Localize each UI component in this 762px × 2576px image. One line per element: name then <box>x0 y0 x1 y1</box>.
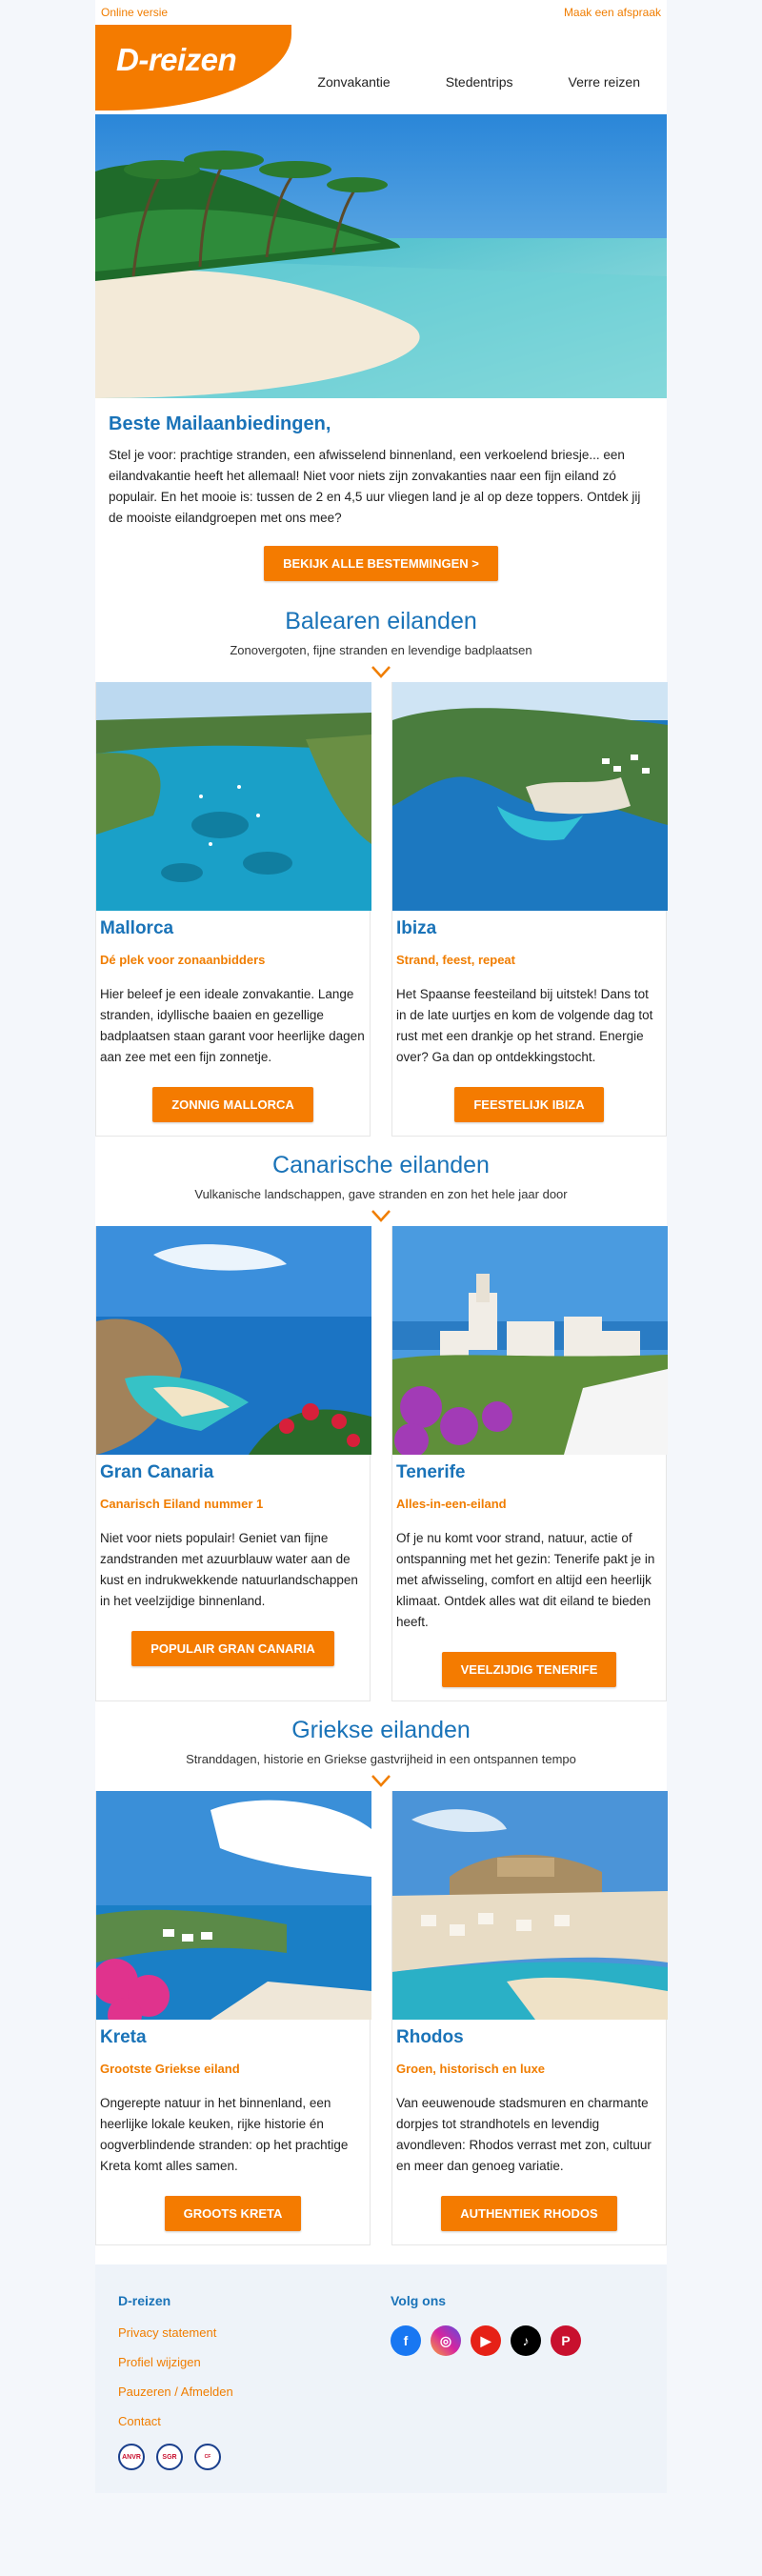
card-body <box>96 2020 370 2244</box>
card-tagline: Groen, historisch en luxe <box>396 2062 546 2076</box>
card-tagline: Alles-in-een-eiland <box>396 1497 507 1511</box>
section-title: Balearen eilanden <box>285 608 477 634</box>
destination-card-gran-canaria <box>95 1226 371 1701</box>
sgr-badge: SGR <box>156 2444 183 2470</box>
section-subtitle: Stranddagen, historie en Griekse gastvrijheid in een ontspannen tempo <box>186 1752 576 1766</box>
pinterest-icon[interactable]: P <box>551 2325 581 2356</box>
card-tagline: Dé plek voor zonaanbidders <box>100 953 266 967</box>
card-title: Kreta <box>100 2027 147 2047</box>
kreta-button[interactable]: GROOTS KRETA <box>165 2196 302 2231</box>
top-bar <box>95 0 667 25</box>
card-body <box>96 1455 370 1680</box>
follow-title: Volg ons <box>391 2293 447 2308</box>
gran-canaria-button[interactable]: POPULAIR GRAN CANARIA <box>131 1631 334 1666</box>
calamiteitenfonds-badge: CF <box>194 2444 221 2470</box>
card-title: Mallorca <box>100 918 174 938</box>
section-header <box>95 1701 667 1789</box>
gran-canaria-image[interactable] <box>96 1226 371 1455</box>
section-title: Canarische eilanden <box>272 1152 490 1178</box>
mallorca-image[interactable] <box>96 682 371 911</box>
card-text: Niet voor niets populair! Geniet van fijne zandstranden met azuurblauw water aan de kust en indrukwekkende natuurlandschappen in het veelzijdige binnenland. <box>100 1531 358 1608</box>
card-body <box>392 2020 666 2244</box>
section-balearen <box>95 593 667 1137</box>
facebook-icon[interactable]: f <box>391 2325 421 2356</box>
section-title: Griekse eilanden <box>291 1717 471 1743</box>
email-container <box>95 0 667 2493</box>
card-row <box>95 1226 667 1701</box>
rhodos-image[interactable] <box>392 1791 668 2020</box>
anvr-badge: ANVR <box>118 2444 145 2470</box>
all-destinations-button[interactable]: BEKIJK ALLE BESTEMMINGEN > <box>264 546 498 581</box>
destination-card-tenerife <box>391 1226 667 1701</box>
card-tagline: Strand, feest, repeat <box>396 953 515 967</box>
card-title: Ibiza <box>396 918 437 938</box>
rhodos-button[interactable]: AUTHENTIEK RHODOS <box>441 2196 616 2231</box>
card-text: Het Spaanse feesteiland bij uitstek! Dans tot in de late uurtjes en kom de volgende dag tot rust met een drankje op het strand. Energie over? Ga dan op ontdekkingstocht. <box>396 987 653 1064</box>
card-text: Of je nu komt voor strand, natuur, actie of ontspanning met het gezin: Tenerife pakt je in met afwisseling, comfort en altijd een heerlijk klimaat. Ontdek alles wat dit eiland te bieden heeft. <box>396 1531 655 1629</box>
card-row <box>95 682 667 1137</box>
tiktok-icon[interactable]: ♪ <box>511 2325 541 2356</box>
tenerife-image[interactable] <box>392 1226 668 1455</box>
intro-text: Stel je voor: prachtige stranden, een afwisselend binnenland, een verkoelend briesje... een eilandvakantie heeft het allemaal! Niet voor niets zijn zonvakanties naar een fijn eiland zó populair. En het mooie is: tussen de 2 en 4,5 uur vliegen land je al op deze toppers. Ontdek jij de mooiste eilandgroepen met ons mee? <box>109 448 641 525</box>
footer <box>95 2264 667 2493</box>
footer-social-column <box>391 2293 638 2455</box>
instagram-icon[interactable]: ◎ <box>431 2325 461 2356</box>
footer-brand: D-reizen <box>118 2293 171 2308</box>
intro-section <box>95 398 667 529</box>
intro-cta-wrap <box>95 529 667 593</box>
destination-card-kreta <box>95 1791 371 2245</box>
kreta-image[interactable] <box>96 1791 371 2020</box>
appointment-link[interactable]: Maak een afspraak <box>563 6 661 19</box>
social-icons <box>391 2325 638 2356</box>
certification-badges <box>118 2444 391 2470</box>
card-body <box>96 911 370 1136</box>
mallorca-button[interactable]: ZONNIG MALLORCA <box>152 1087 313 1122</box>
youtube-icon[interactable]: ▶ <box>471 2325 501 2356</box>
logo-text: D-reizen <box>116 42 237 77</box>
profile-link[interactable]: Profiel wijzigen <box>118 2355 201 2369</box>
chevron-down-icon <box>371 1207 391 1224</box>
footer-links-column <box>118 2293 391 2461</box>
online-version-link[interactable]: Online versie <box>101 6 169 19</box>
contact-link[interactable]: Contact <box>118 2414 161 2428</box>
card-text: Ongerepte natuur in het binnenland, een heerlijke lokale keuken, rijke historie én oogverblindende stranden: op het prachtige Kreta komt alles samen. <box>100 2096 349 2173</box>
card-title: Rhodos <box>396 2027 464 2047</box>
card-tagline: Canarisch Eiland nummer 1 <box>100 1497 264 1511</box>
destination-card-mallorca <box>95 682 371 1137</box>
section-header <box>95 1137 667 1224</box>
chevron-down-icon <box>371 1772 391 1789</box>
card-tagline: Grootste Griekse eiland <box>100 2062 240 2076</box>
nav-item-zonvakantie[interactable]: Zonvakantie <box>317 74 391 90</box>
card-title: Tenerife <box>396 1462 466 1482</box>
unsubscribe-link[interactable]: Pauzeren / Afmelden <box>118 2385 233 2399</box>
ibiza-image[interactable] <box>392 682 668 911</box>
hero-image[interactable] <box>95 114 667 398</box>
card-body <box>392 1455 666 1701</box>
card-body <box>392 911 666 1136</box>
section-canarische <box>95 1137 667 1701</box>
nav-item-stedentrips[interactable]: Stedentrips <box>445 74 513 90</box>
ibiza-button[interactable]: FEESTELIJK IBIZA <box>454 1087 603 1122</box>
section-subtitle: Zonovergoten, fijne stranden en levendige badplaatsen <box>230 643 532 657</box>
main-nav <box>317 74 640 90</box>
nav-item-verre-reizen[interactable]: Verre reizen <box>568 74 640 90</box>
privacy-link[interactable]: Privacy statement <box>118 2325 217 2340</box>
card-text: Hier beleef je een ideale zonvakantie. Lange stranden, idyllische baaien en gezellige badplaatsen staan garant voor heerlijke dagen aan zee met een fijn zonnetje. <box>100 987 365 1064</box>
destination-card-ibiza <box>391 682 667 1137</box>
card-row <box>95 1791 667 2245</box>
header <box>95 25 667 114</box>
destination-card-rhodos <box>391 1791 667 2245</box>
tenerife-button[interactable]: VEELZIJDIG TENERIFE <box>442 1652 617 1687</box>
logo[interactable] <box>95 25 291 111</box>
section-griekse <box>95 1701 667 2245</box>
greeting: Beste Mailaanbiedingen, <box>109 413 331 434</box>
section-header <box>95 593 667 680</box>
card-title: Gran Canaria <box>100 1462 214 1482</box>
section-subtitle: Vulkanische landschappen, gave stranden en zon het hele jaar door <box>194 1187 568 1201</box>
card-text: Van eeuwenoude stadsmuren en charmante dorpjes tot strandhotels en levendig avondleven: Rhodos verrast met zon, cultuur en meer dan genoeg variatie. <box>396 2096 652 2173</box>
chevron-down-icon <box>371 663 391 680</box>
